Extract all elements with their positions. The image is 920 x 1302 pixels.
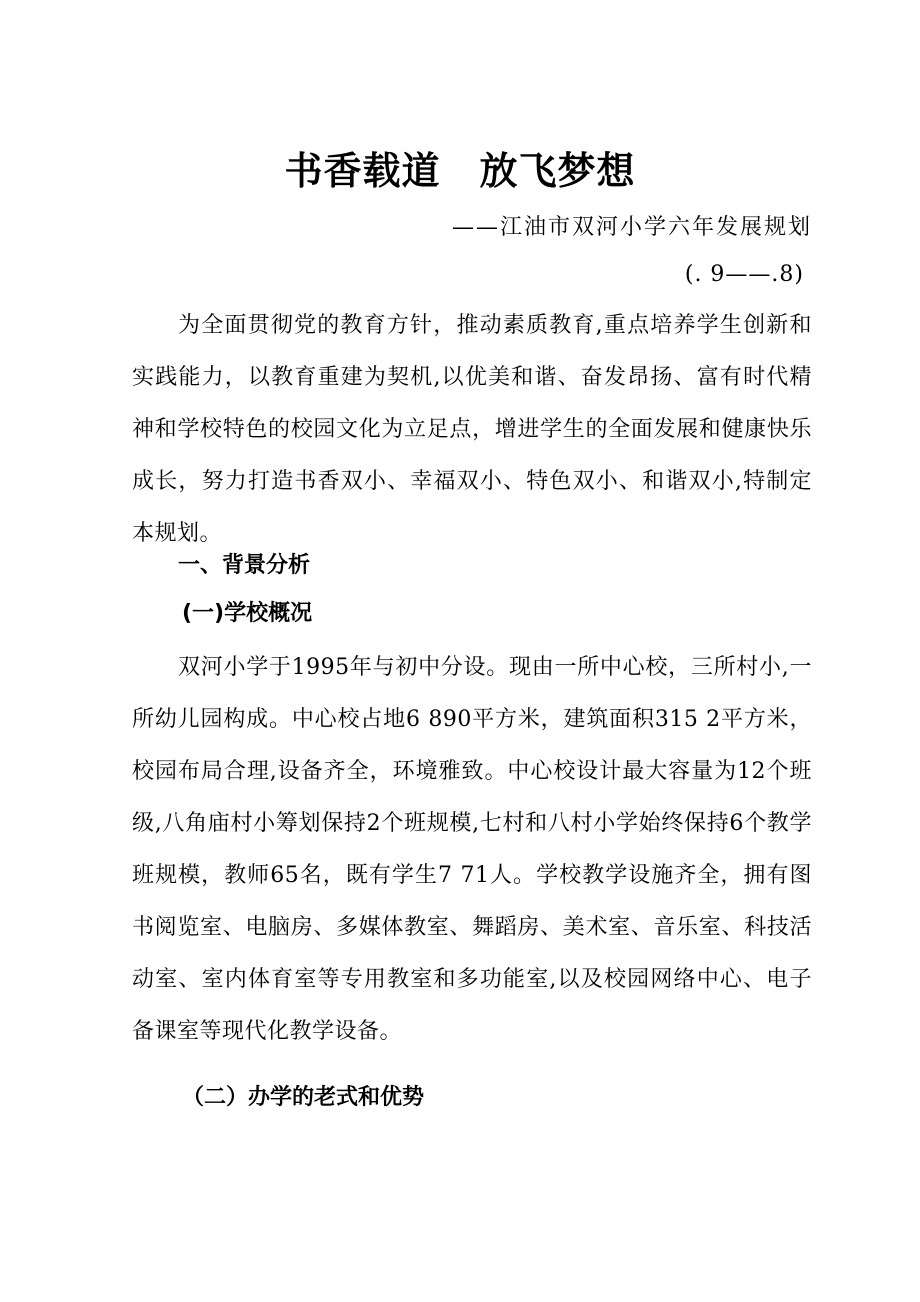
section-heading-background: 一、背景分析: [178, 553, 311, 578]
document-subtitle: ——江油市双河小学六年发展规划: [451, 215, 812, 240]
school-overview-paragraph: 双河小学于1995年与初中分设。现由一所中心校，三所村小,一所幼儿园构成。中心校占地6 890平方米，建筑面积315 2平方米，校园布局合理,设备齐全，环境雅致。中心校设计最大容量为12个班级,八角庙村小筹划保持2个班规模,七村和八村小学始终保持6个教学班规模，教师65名，既有学生7 71人。学校教学设施齐全，拥有图书阅览室、电脑房、多媒体教室、舞蹈房、美术室、音乐室、科技活动室、室内体育室等专用教室和多功能室,以及校园网络中心、电子备课室等现代化教学设备。: [132, 655, 812, 1044]
subsection-heading-advantages: （二）办学的老式和优势: [182, 1085, 425, 1110]
document-title: 书香载道 放飞梦想: [284, 149, 636, 193]
intro-paragraph: 为全面贯彻党的教育方针，推动素质教育,重点培养学生创新和实践能力，以教育重建为契机,以优美和谐、奋发昂扬、富有时代精神和学校特色的校园文化为立足点，增进学生的全面发展和健康快乐成长，努力打造书香双小、幸福双小、特色双小、和谐双小,特制定本规划。: [132, 313, 812, 546]
subsection-heading-school-overview: (一)学校概况: [182, 601, 313, 626]
document-dateline: (. 9——.8): [684, 262, 804, 287]
